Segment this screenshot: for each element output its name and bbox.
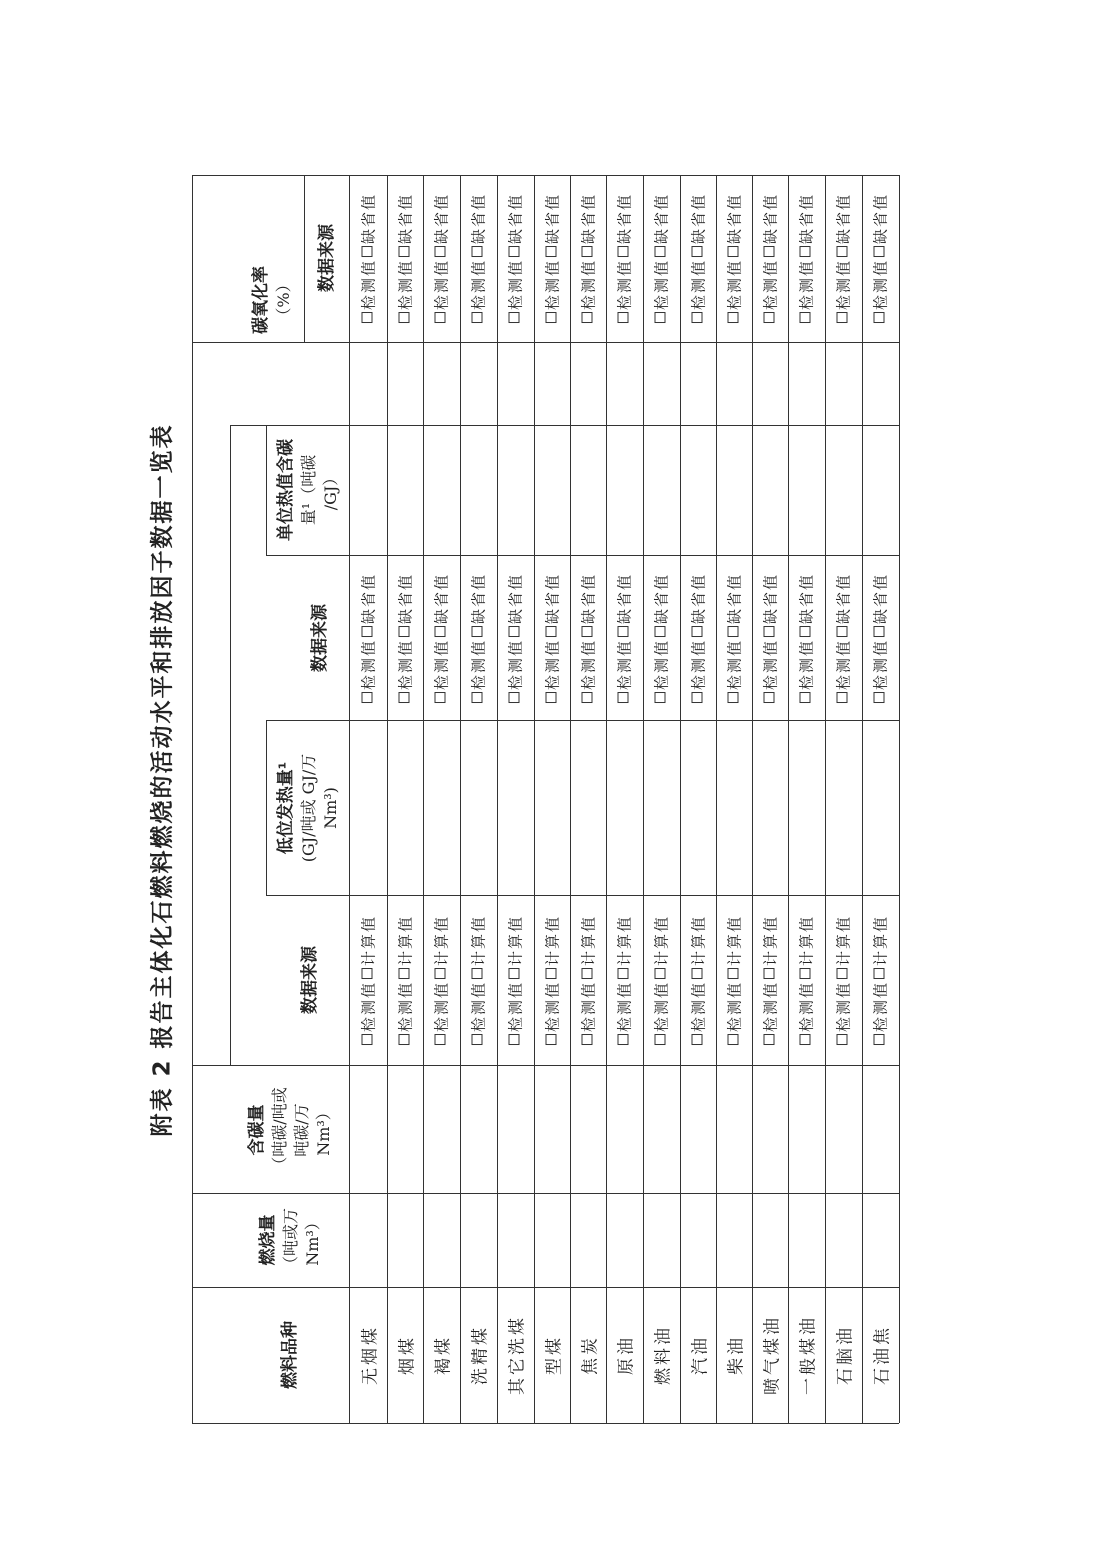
checkbox-default[interactable] — [692, 626, 703, 637]
data-source-cell-2 — [578, 573, 599, 703]
fuel-type-cell: 原油 — [616, 1335, 637, 1375]
option-measured-label: 检测值 — [652, 639, 671, 691]
checkbox-default[interactable] — [399, 626, 410, 637]
data-source-cell-1 — [542, 915, 563, 1045]
option-default-label: 缺省值 — [725, 572, 744, 624]
checkbox-default[interactable] — [435, 626, 446, 637]
option-measured-label: 检测值 — [359, 259, 378, 311]
header-subgroup-divider-3 — [266, 720, 267, 895]
checkbox-default[interactable] — [874, 246, 885, 257]
option-measured-label: 检测值 — [615, 259, 634, 311]
fuel-type-cell: 无烟煤 — [360, 1325, 381, 1385]
header-subgroup-divider — [304, 175, 305, 342]
option-calculated-label: 计算值 — [432, 914, 451, 966]
checkbox-measured[interactable] — [874, 1034, 885, 1045]
header-burn-amount-main: 燃烧量 — [258, 1214, 278, 1266]
option-measured-label: 检测值 — [432, 639, 451, 691]
row-sep — [497, 175, 498, 1423]
header-unit-carbon-unit: /GJ） — [321, 469, 340, 511]
option-measured-label: 检测值 — [469, 639, 488, 691]
option-measured-label: 检测值 — [579, 259, 598, 311]
option-default-label: 缺省值 — [689, 192, 708, 244]
checkbox-calculated[interactable] — [435, 968, 446, 979]
header-carbon-content — [245, 1087, 335, 1172]
option-measured-label: 检测值 — [689, 981, 708, 1033]
checkbox-measured[interactable] — [509, 312, 520, 323]
checkbox-default[interactable] — [837, 246, 848, 257]
header-divider — [349, 175, 350, 1423]
option-calculated-label: 计算值 — [652, 914, 671, 966]
data-source-cell-3 — [833, 193, 854, 323]
checkbox-measured[interactable] — [655, 692, 666, 703]
option-calculated-label: 计算值 — [396, 914, 415, 966]
data-source-cell-3 — [760, 193, 781, 323]
header-carbon-content-unit-2: 吨碳/万 — [292, 1103, 311, 1157]
checkbox-default[interactable] — [618, 246, 629, 257]
checkbox-measured[interactable] — [874, 692, 885, 703]
header-unit-carbon-main-2: 量¹（吨碳 — [299, 454, 318, 526]
option-default-label: 缺省值 — [871, 192, 890, 244]
header-data-source-2: 数据来源 — [310, 604, 330, 672]
data-source-cell-1 — [395, 915, 416, 1045]
checkbox-default[interactable] — [509, 246, 520, 257]
checkbox-default[interactable] — [800, 626, 811, 637]
fuel-type-cell: 其它洗煤 — [507, 1315, 528, 1395]
checkbox-measured[interactable] — [692, 312, 703, 323]
option-default-label: 缺省值 — [615, 192, 634, 244]
option-measured-label: 检测值 — [797, 981, 816, 1033]
checkbox-measured[interactable] — [837, 1034, 848, 1045]
option-measured-label: 检测值 — [761, 981, 780, 1033]
data-source-cell-3 — [431, 193, 452, 323]
option-default-label: 缺省值 — [359, 192, 378, 244]
checkbox-measured[interactable] — [399, 312, 410, 323]
data-source-cell-2 — [796, 573, 817, 703]
checkbox-measured[interactable] — [472, 1034, 483, 1045]
option-measured-label: 检测值 — [396, 981, 415, 1033]
checkbox-measured[interactable] — [728, 1034, 739, 1045]
checkbox-default[interactable] — [655, 626, 666, 637]
option-calculated-label: 计算值 — [359, 914, 378, 966]
option-calculated-label: 计算值 — [615, 914, 634, 966]
option-measured-label: 检测值 — [725, 259, 744, 311]
checkbox-measured[interactable] — [362, 1034, 373, 1045]
checkbox-default[interactable] — [764, 246, 775, 257]
fuel-type-cell: 喷气煤油 — [762, 1315, 783, 1395]
col-sep — [230, 425, 899, 426]
checkbox-measured[interactable] — [435, 1034, 446, 1045]
data-source-cell-2 — [760, 573, 781, 703]
checkbox-default[interactable] — [435, 246, 446, 257]
data-source-cell-1 — [358, 915, 379, 1045]
checkbox-default[interactable] — [874, 626, 885, 637]
option-calculated-label: 计算值 — [834, 914, 853, 966]
header-lhv-unit: (GJ/吨或 GJ/万 — [299, 753, 318, 863]
fuel-type-cell: 烟煤 — [397, 1335, 418, 1375]
option-default-label: 缺省值 — [797, 572, 816, 624]
data-source-cell-3 — [358, 193, 379, 323]
row-sep — [752, 175, 753, 1423]
header-oxidation-main: 碳氧化率 — [251, 266, 271, 334]
option-default-label: 缺省值 — [543, 572, 562, 624]
checkbox-measured[interactable] — [546, 1034, 557, 1045]
option-default-label: 缺省值 — [615, 572, 634, 624]
option-calculated-label: 计算值 — [797, 914, 816, 966]
data-source-cell-1 — [468, 915, 489, 1045]
row-sep — [680, 175, 681, 1423]
data-source-cell-3 — [542, 193, 563, 323]
checkbox-calculated[interactable] — [582, 968, 593, 979]
option-calculated-label: 计算值 — [579, 914, 598, 966]
option-measured-label: 检测值 — [797, 259, 816, 311]
option-default-label: 缺省值 — [689, 572, 708, 624]
checkbox-calculated[interactable] — [764, 968, 775, 979]
fuel-type-cell: 石油焦 — [872, 1325, 893, 1385]
row-sep — [460, 175, 461, 1423]
option-measured-label: 检测值 — [615, 639, 634, 691]
option-measured-label: 检测值 — [543, 259, 562, 311]
option-default-label: 缺省值 — [834, 192, 853, 244]
checkbox-measured[interactable] — [546, 692, 557, 703]
option-default-label: 缺省值 — [871, 572, 890, 624]
checkbox-default[interactable] — [582, 246, 593, 257]
option-default-label: 缺省值 — [761, 192, 780, 244]
option-measured-label: 检测值 — [652, 259, 671, 311]
data-source-cell-1 — [870, 915, 891, 1045]
option-measured-label: 检测值 — [432, 981, 451, 1033]
data-source-cell-1 — [688, 915, 709, 1045]
data-source-cell-1 — [833, 915, 854, 1045]
data-source-cell-2 — [688, 573, 709, 703]
data-source-cell-2 — [358, 573, 379, 703]
checkbox-measured[interactable] — [692, 692, 703, 703]
col-sep — [192, 1193, 899, 1194]
header-unit-carbon — [274, 439, 342, 541]
header-oxidation — [249, 266, 295, 334]
checkbox-default[interactable] — [582, 626, 593, 637]
checkbox-measured[interactable] — [546, 312, 557, 323]
checkbox-calculated[interactable] — [362, 968, 373, 979]
checkbox-calculated[interactable] — [800, 968, 811, 979]
data-source-cell-3 — [724, 193, 745, 323]
table-border-bottom — [192, 1423, 899, 1424]
data-source-cell-3 — [614, 193, 635, 323]
col-sep — [192, 1287, 899, 1288]
data-source-cell-2 — [870, 573, 891, 703]
option-calculated-label: 计算值 — [689, 914, 708, 966]
checkbox-default[interactable] — [362, 626, 373, 637]
option-default-label: 缺省值 — [506, 572, 525, 624]
option-measured-label: 检测值 — [652, 981, 671, 1033]
data-source-cell-1 — [431, 915, 452, 1045]
header-carbon-content-unit: （吨碳/吨或 — [270, 1087, 289, 1173]
header-oxidation-unit: （%） — [274, 276, 293, 324]
checkbox-measured[interactable] — [582, 692, 593, 703]
option-default-label: 缺省值 — [469, 192, 488, 244]
data-source-cell-2 — [395, 573, 416, 703]
checkbox-measured[interactable] — [800, 692, 811, 703]
checkbox-default[interactable] — [618, 626, 629, 637]
header-burn-amount-unit-2: Nm³） — [303, 1214, 322, 1266]
checkbox-measured[interactable] — [399, 1034, 410, 1045]
checkbox-calculated[interactable] — [399, 968, 410, 979]
col-sep — [192, 1065, 899, 1066]
checkbox-measured[interactable] — [582, 1034, 593, 1045]
checkbox-default[interactable] — [472, 626, 483, 637]
option-measured-label: 检测值 — [506, 981, 525, 1033]
option-measured-label: 检测值 — [543, 981, 562, 1033]
data-source-cell-3 — [651, 193, 672, 323]
option-default-label: 缺省值 — [652, 192, 671, 244]
option-default-label: 缺省值 — [579, 192, 598, 244]
option-measured-label: 检测值 — [689, 639, 708, 691]
checkbox-measured[interactable] — [399, 692, 410, 703]
checkbox-measured[interactable] — [728, 312, 739, 323]
fuel-type-cell: 汽油 — [690, 1335, 711, 1375]
option-default-label: 缺省值 — [543, 192, 562, 244]
data-source-cell-3 — [578, 193, 599, 323]
checkbox-calculated[interactable] — [837, 968, 848, 979]
fuel-type-cell: 焦炭 — [580, 1335, 601, 1375]
checkbox-default[interactable] — [692, 246, 703, 257]
checkbox-measured[interactable] — [618, 312, 629, 323]
fuel-type-cell: 燃料油 — [653, 1325, 674, 1385]
option-measured-label: 检测值 — [761, 639, 780, 691]
header-fuel-type: 燃料品种 — [280, 1321, 300, 1389]
checkbox-measured[interactable] — [618, 1034, 629, 1045]
header-data-source-1: 数据来源 — [300, 946, 320, 1014]
option-default-label: 缺省值 — [725, 192, 744, 244]
data-source-cell-3 — [870, 193, 891, 323]
option-measured-label: 检测值 — [506, 639, 525, 691]
checkbox-default[interactable] — [728, 246, 739, 257]
checkbox-measured[interactable] — [800, 312, 811, 323]
header-lhv-unit-2: Nm³) — [321, 787, 340, 829]
checkbox-measured[interactable] — [618, 692, 629, 703]
row-sep — [423, 175, 424, 1423]
checkbox-default[interactable] — [546, 246, 557, 257]
option-measured-label: 检测值 — [797, 639, 816, 691]
option-default-label: 缺省值 — [797, 192, 816, 244]
row-sep — [534, 175, 535, 1423]
data-source-cell-2 — [542, 573, 563, 703]
data-source-cell-2 — [724, 573, 745, 703]
checkbox-measured[interactable] — [472, 692, 483, 703]
option-calculated-label: 计算值 — [871, 914, 890, 966]
option-measured-label: 检测值 — [834, 259, 853, 311]
header-carbon-content-main: 含碳量 — [247, 1104, 267, 1156]
option-default-label: 缺省值 — [396, 572, 415, 624]
checkbox-calculated[interactable] — [874, 968, 885, 979]
option-default-label: 缺省值 — [761, 572, 780, 624]
option-default-label: 缺省值 — [579, 572, 598, 624]
option-default-label: 缺省值 — [432, 572, 451, 624]
data-source-cell-3 — [796, 193, 817, 323]
fuel-type-cell: 型煤 — [544, 1335, 565, 1375]
option-measured-label: 检测值 — [469, 259, 488, 311]
row-sep — [716, 175, 717, 1423]
checkbox-measured[interactable] — [874, 312, 885, 323]
data-source-cell-2 — [431, 573, 452, 703]
checkbox-calculated[interactable] — [509, 968, 520, 979]
option-measured-label: 检测值 — [725, 639, 744, 691]
checkbox-measured[interactable] — [472, 312, 483, 323]
fuel-type-cell: 褐煤 — [433, 1335, 454, 1375]
header-burn-amount — [256, 1208, 324, 1272]
option-measured-label: 检测值 — [689, 259, 708, 311]
header-burn-amount-unit: （吨或万 — [281, 1207, 300, 1273]
header-carbon-content-unit-3: Nm³） — [314, 1104, 333, 1156]
data-source-cell-1 — [760, 915, 781, 1045]
data-source-cell-1 — [796, 915, 817, 1045]
checkbox-measured[interactable] — [837, 312, 848, 323]
checkbox-measured[interactable] — [655, 312, 666, 323]
data-source-cell-1 — [724, 915, 745, 1045]
option-measured-label: 检测值 — [396, 639, 415, 691]
data-source-cell-2 — [468, 573, 489, 703]
option-measured-label: 检测值 — [579, 639, 598, 691]
option-calculated-label: 计算值 — [725, 914, 744, 966]
checkbox-measured[interactable] — [764, 692, 775, 703]
checkbox-measured[interactable] — [582, 312, 593, 323]
data-source-cell-3 — [468, 193, 489, 323]
checkbox-measured[interactable] — [800, 1034, 811, 1045]
checkbox-calculated[interactable] — [655, 968, 666, 979]
checkbox-calculated[interactable] — [472, 968, 483, 979]
checkbox-measured[interactable] — [509, 1034, 520, 1045]
row-sep — [570, 175, 571, 1423]
header-lhv — [274, 754, 342, 863]
option-measured-label: 检测值 — [359, 639, 378, 691]
checkbox-calculated[interactable] — [728, 968, 739, 979]
option-measured-label: 检测值 — [432, 259, 451, 311]
fuel-type-cell: 石脑油 — [835, 1325, 856, 1385]
option-measured-label: 检测值 — [834, 981, 853, 1033]
fuel-type-cell: 洗精煤 — [470, 1325, 491, 1385]
checkbox-default[interactable] — [399, 246, 410, 257]
option-measured-label: 检测值 — [469, 981, 488, 1033]
checkbox-measured[interactable] — [362, 692, 373, 703]
option-calculated-label: 计算值 — [543, 914, 562, 966]
col-sep — [266, 720, 899, 721]
option-default-label: 缺省值 — [506, 192, 525, 244]
checkbox-default[interactable] — [509, 626, 520, 637]
data-source-cell-3 — [395, 193, 416, 323]
checkbox-measured[interactable] — [728, 692, 739, 703]
row-sep — [643, 175, 644, 1423]
option-measured-label: 检测值 — [543, 639, 562, 691]
row-sep — [862, 175, 863, 1423]
option-measured-label: 检测值 — [871, 259, 890, 311]
option-calculated-label: 计算值 — [469, 914, 488, 966]
data-source-cell-1 — [651, 915, 672, 1045]
data-source-cell-1 — [578, 915, 599, 1045]
data-source-cell-1 — [505, 915, 526, 1045]
checkbox-calculated[interactable] — [546, 968, 557, 979]
option-calculated-label: 计算值 — [506, 914, 525, 966]
option-default-label: 缺省值 — [432, 192, 451, 244]
option-default-label: 缺省值 — [834, 572, 853, 624]
data-source-cell-3 — [505, 193, 526, 323]
checkbox-default[interactable] — [764, 626, 775, 637]
col-sep — [192, 342, 899, 343]
option-measured-label: 检测值 — [615, 981, 634, 1033]
header-group-divider — [230, 425, 231, 1065]
option-calculated-label: 计算值 — [761, 914, 780, 966]
checkbox-measured[interactable] — [764, 1034, 775, 1045]
checkbox-calculated[interactable] — [692, 968, 703, 979]
checkbox-measured[interactable] — [764, 312, 775, 323]
option-default-label: 缺省值 — [396, 192, 415, 244]
checkbox-calculated[interactable] — [618, 968, 629, 979]
col-sep — [266, 895, 899, 896]
table-border-left — [192, 175, 193, 1423]
option-measured-label: 检测值 — [396, 259, 415, 311]
row-sep — [788, 175, 789, 1423]
checkbox-default[interactable] — [655, 246, 666, 257]
option-measured-label: 检测值 — [506, 259, 525, 311]
checkbox-measured[interactable] — [509, 692, 520, 703]
option-measured-label: 检测值 — [871, 981, 890, 1033]
checkbox-measured[interactable] — [362, 312, 373, 323]
option-measured-label: 检测值 — [761, 259, 780, 311]
checkbox-measured[interactable] — [837, 692, 848, 703]
checkbox-measured[interactable] — [692, 1034, 703, 1045]
row-sep — [825, 175, 826, 1423]
option-measured-label: 检测值 — [871, 639, 890, 691]
checkbox-measured[interactable] — [435, 692, 446, 703]
option-measured-label: 检测值 — [359, 981, 378, 1033]
data-source-cell-2 — [505, 573, 526, 703]
table-border-top — [192, 175, 899, 176]
option-default-label: 缺省值 — [652, 572, 671, 624]
header-lhv-main: 低位发热量¹ — [276, 761, 296, 855]
header-data-source-3: 数据来源 — [317, 224, 337, 292]
option-measured-label: 检测值 — [725, 981, 744, 1033]
checkbox-measured[interactable] — [435, 312, 446, 323]
data-source-cell-2 — [614, 573, 635, 703]
fuel-type-cell: 柴油 — [726, 1335, 747, 1375]
header-unit-carbon-main: 单位热值含碳 — [276, 439, 296, 541]
page-title: 附表 2 报告主体化石燃料燃烧的活动水平和排放因子数据一览表 — [149, 423, 176, 1137]
option-measured-label: 检测值 — [579, 981, 598, 1033]
checkbox-default[interactable] — [546, 626, 557, 637]
option-default-label: 缺省值 — [359, 572, 378, 624]
col-sep — [266, 555, 899, 556]
table-border-right — [899, 175, 900, 1423]
row-sep — [387, 175, 388, 1423]
checkbox-default[interactable] — [362, 246, 373, 257]
header-subgroup-divider-2 — [266, 425, 267, 555]
option-default-label: 缺省值 — [469, 572, 488, 624]
data-source-cell-1 — [614, 915, 635, 1045]
data-source-cell-2 — [833, 573, 854, 703]
checkbox-default[interactable] — [472, 246, 483, 257]
data-source-cell-2 — [651, 573, 672, 703]
fuel-type-cell: 一般煤油 — [798, 1315, 819, 1395]
checkbox-default[interactable] — [728, 626, 739, 637]
data-source-cell-3 — [688, 193, 709, 323]
option-measured-label: 检测值 — [834, 639, 853, 691]
checkbox-measured[interactable] — [655, 1034, 666, 1045]
row-sep — [606, 175, 607, 1423]
checkbox-default[interactable] — [800, 246, 811, 257]
checkbox-default[interactable] — [837, 626, 848, 637]
